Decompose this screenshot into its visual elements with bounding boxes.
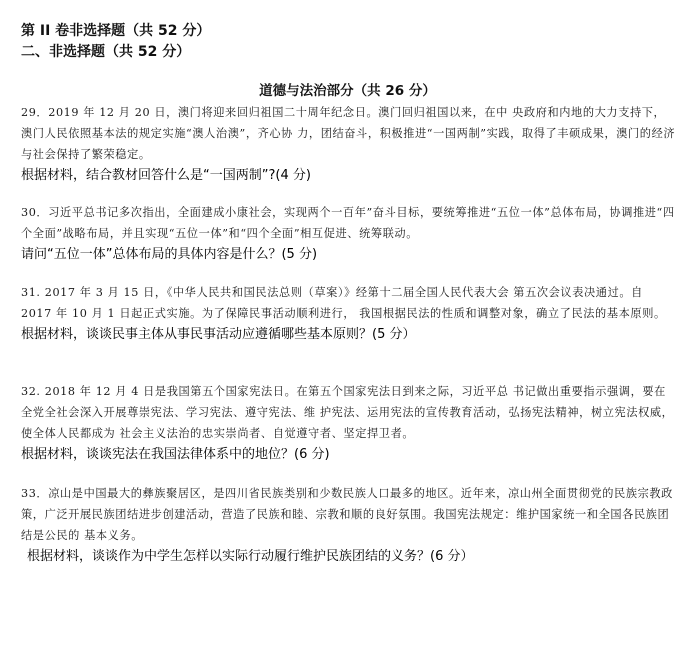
question-32 [21,381,677,465]
question-stem: 32. 2018 年 12 月 4 日是我国第五个国家宪法日。在第五个国家宪法日到来之际，习近平总 书记做出重要指示强调，要在全党全社会深入开展尊崇宪法、学习宪法、遵守宪法、维 护宪法、运用宪法的宣传教育活动，弘扬宪法精神，树立宪法权威，使全体人民都成为 社会主义法治的忠实崇尚者、自觉遵守者、坚定捍卫者。 [21,385,674,440]
question-ask: 根据材料，谈谈民事主体从事民事活动应遵循哪些基本原则？(5 分） [21,327,416,342]
question-31 [21,282,677,345]
question-stem: 33．凉山是中国最大的彝族聚居区，是四川省民族类别和少数民族人口最多的地区。近年来，凉山州全面贯彻党的民族宗教政策，广泛开展民族团结进步创建活动，营造了民族和睦、宗教和顺的良好氛围。我国宪法规定：维护国家统一和全国各民族团结是公民的 基本义务。 [21,487,673,542]
volume-title: 第 II 卷非选择题（共 52 分） [21,23,211,39]
section-title: 道德与法治部分（共 26 分） [259,83,436,99]
question-30 [21,202,677,265]
question-ask: 根据材料，谈谈作为中学生怎样以实际行动履行维护民族团结的义务？(6 分） [27,549,474,564]
question-33 [21,483,677,567]
question-stem: 31. 2017 年 3 月 15 日，《中华人民共和国民法总则（草案）》经第十二届全国人民代表大会 第五次会议表决通过。自 2017 年 10 月 1 日起正式实施。为了保障民事活动顺利进行， 我国根据民法的性质和调整对象，确立了民法的基本原则。 [21,286,666,320]
question-29-ask [21,165,677,186]
question-ask: 根据材料，谈谈宪法在我国法律体系中的地位？(6 分) [21,447,330,462]
question-stem: 30．习近平总书记多次指出，全面建成小康社会，实现两个一百年”奋斗目标，要统筹推进“五位一体”总体布局，协调推进“四个全面”战略布局，并且实现“五位一体”和“四个全面”相互促进、统筹联动。 [21,206,675,240]
question-ask: 根据材料，结合教材回答什么是“一国两制”?(4 分) [21,168,311,183]
question-ask: 请问“五位一体”总体布局的具体内容是什么？(5 分) [21,247,318,262]
question-stem: 29．2019 年 12 月 20 日，澳门将迎来回归祖国二十周年纪念日。澳门回归祖国以来，在中 央政府和内地的大力支持下，澳门人民依照基本法的规定实施“澳人治澳”，齐心协 力，团结奋斗，积极推进“一国两制”实践，取得了丰硕成果，澳门的经济与社会保持了繁荣稳定。 [21,106,676,161]
part-title: 二、非选择题（共 52 分） [21,44,191,60]
question-29 [21,102,677,165]
